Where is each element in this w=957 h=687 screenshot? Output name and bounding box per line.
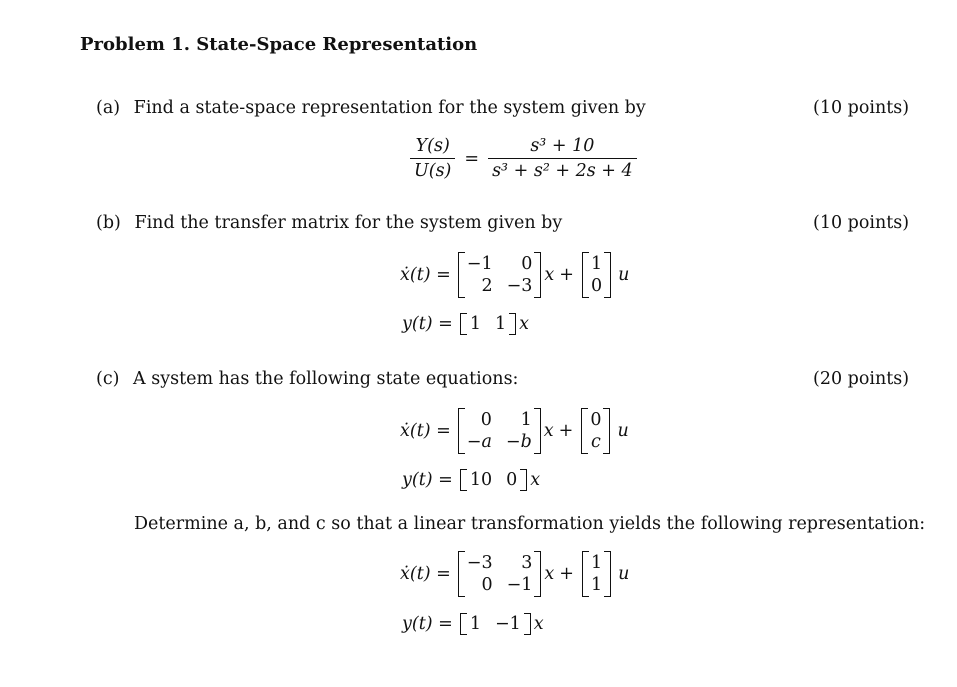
part-b-state-equation	[400, 252, 629, 298]
matrix-cell: 1	[469, 314, 481, 334]
state-lhs: ẋ(t) =	[400, 421, 451, 441]
part-b-label: (b)	[96, 213, 121, 233]
matrix-cell: −3	[506, 276, 533, 296]
matrix-cell: 2	[481, 276, 493, 296]
rhs-denominator: s³ + s² + 2s + 4	[488, 158, 637, 181]
matrix-cell: 1	[590, 553, 603, 573]
input-u: u	[618, 564, 630, 584]
part-a-points: (10 points)	[813, 98, 910, 118]
part-b-points: (10 points)	[813, 213, 910, 233]
part-c-output-equation	[402, 469, 540, 491]
matrix-cell: 0	[590, 410, 602, 430]
matrix-cell: 0	[480, 410, 492, 430]
state-vector: x	[519, 314, 529, 334]
part-c-prompt	[96, 369, 518, 389]
matrix-c2	[460, 613, 531, 635]
part-c-target-state-equation	[400, 551, 629, 597]
equals-sign: =	[464, 148, 480, 169]
input-u: u	[618, 265, 630, 285]
matrix-cell: 1	[590, 575, 603, 595]
lhs-denominator: U(s)	[410, 158, 455, 181]
state-vector: x	[543, 421, 554, 441]
matrix-cell: −b	[505, 432, 532, 452]
part-c-points: (20 points)	[813, 369, 910, 389]
part-b-output-equation	[402, 313, 529, 335]
rhs-fraction	[488, 136, 637, 181]
part-a-prompt	[96, 98, 646, 118]
matrix-a2	[458, 551, 542, 597]
matrix-cell: −1	[466, 254, 493, 274]
matrix-cell: −1	[506, 575, 533, 595]
part-a-text: Find a state-space representation for the system given by	[133, 98, 646, 118]
matrix-b	[581, 408, 610, 454]
matrix-cell: −1	[494, 614, 521, 634]
matrix-c	[460, 313, 516, 335]
output-lhs: y(t) =	[402, 614, 453, 634]
matrix-cell: 1	[494, 314, 507, 334]
rhs-numerator: s³ + 10	[530, 136, 595, 156]
plus-sign: +	[559, 564, 574, 584]
state-vector: x	[544, 564, 555, 584]
matrix-cell: 3	[521, 553, 533, 573]
output-lhs: y(t) =	[402, 314, 453, 334]
state-vector: x	[533, 614, 544, 634]
state-vector: x	[544, 265, 555, 285]
state-lhs: ẋ(t) =	[400, 265, 451, 285]
part-c-state-equation	[400, 408, 629, 454]
part-b-text: Find the transfer matrix for the system given by	[134, 213, 563, 233]
matrix-cell: 0	[521, 254, 533, 274]
input-u: u	[617, 421, 629, 441]
part-c-determine-text: Determine a, b, and c so that a linear transformation yields the following representation:	[134, 514, 926, 534]
lhs-numerator: Y(s)	[415, 136, 450, 156]
state-lhs: ẋ(t) =	[400, 564, 451, 584]
matrix-cell: c	[590, 432, 601, 452]
matrix-cell: 1	[520, 410, 532, 430]
part-c-label: (c)	[96, 369, 120, 389]
matrix-cell: 10	[469, 470, 493, 490]
state-vector: x	[530, 470, 541, 490]
matrix-cell: −3	[466, 553, 493, 573]
plus-sign: +	[559, 265, 574, 285]
matrix-a	[458, 252, 542, 298]
matrix-cell: −a	[466, 432, 492, 452]
matrix-c	[460, 469, 527, 491]
matrix-cell: 0	[481, 575, 493, 595]
matrix-cell: 0	[506, 470, 518, 490]
problem-title: Problem 1. State-Space Representation	[80, 34, 478, 55]
output-lhs: y(t) =	[402, 470, 453, 490]
plus-sign: +	[558, 421, 574, 441]
part-a-label: (a)	[96, 98, 121, 118]
matrix-a	[458, 408, 541, 454]
lhs-fraction	[410, 136, 455, 181]
part-b-prompt	[96, 213, 562, 233]
part-a-transfer-function	[406, 136, 641, 181]
matrix-cell: 1	[590, 254, 603, 274]
matrix-cell: 1	[469, 614, 481, 634]
matrix-b	[582, 252, 611, 298]
part-c-text: A system has the following state equations:	[133, 369, 519, 389]
matrix-cell: 0	[590, 276, 603, 296]
matrix-b2	[582, 551, 611, 597]
part-c-target-output-equation	[402, 613, 544, 635]
